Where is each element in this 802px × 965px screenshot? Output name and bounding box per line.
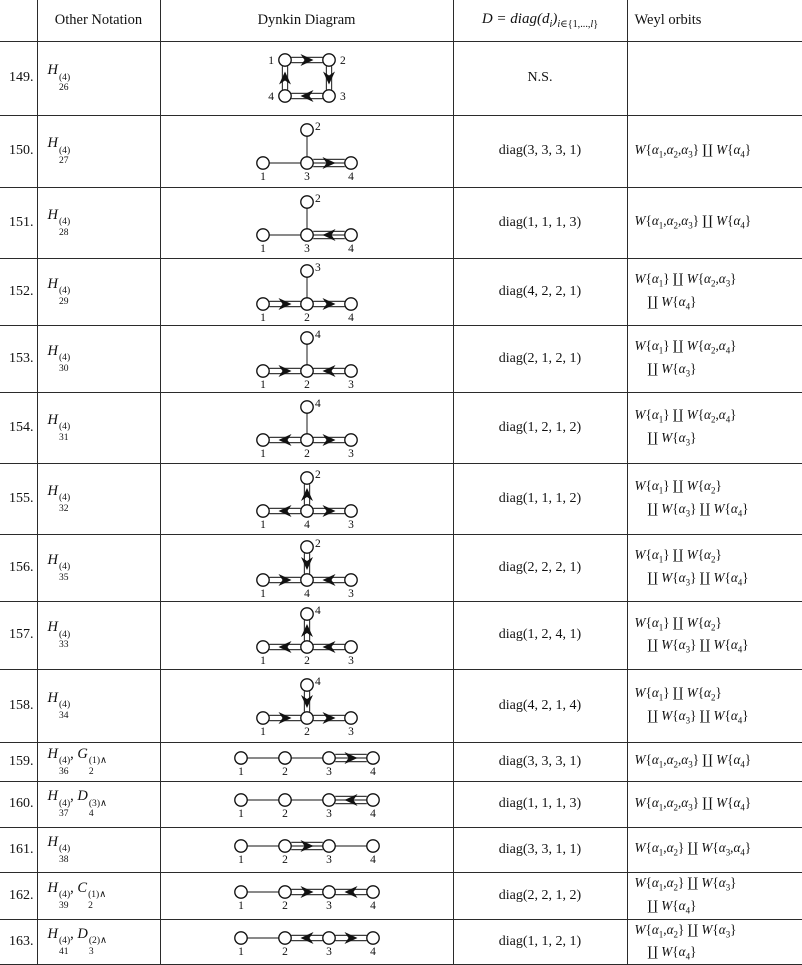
dynkin-diagram-svg bbox=[207, 834, 407, 866]
weyl-orbits: $W\{\alpha_1\}$ ∐ $W\{\alpha_2\}$ ∐ $W\{\alpha_3\}$ ∐ $W\{\alpha_4\}$ bbox=[627, 463, 802, 534]
d-matrix: diag(4, 2, 1, 4) bbox=[453, 669, 627, 742]
diagram-node bbox=[300, 228, 312, 240]
diagram-arrow bbox=[322, 365, 335, 377]
dynkin-diagram-svg bbox=[207, 326, 407, 392]
d-matrix: N.S. bbox=[453, 41, 627, 115]
diagram-node bbox=[344, 504, 356, 516]
diagram-node bbox=[300, 540, 312, 552]
dynkin-diagram bbox=[160, 187, 453, 258]
diagram-node bbox=[256, 297, 268, 309]
diagram-node-label: 4 bbox=[314, 605, 321, 617]
d-matrix: diag(3, 3, 1, 1) bbox=[453, 827, 627, 872]
diagram-node bbox=[300, 608, 312, 620]
diagram-arrow bbox=[344, 886, 357, 898]
d-matrix: diag(1, 1, 2, 1) bbox=[453, 919, 627, 964]
diagram-node-label: 3 bbox=[339, 91, 346, 103]
diagram-node-label: 3 bbox=[314, 261, 321, 274]
diagram-node-label: 3 bbox=[347, 587, 354, 600]
row-number: 158. bbox=[0, 669, 37, 742]
table-row bbox=[0, 258, 802, 325]
diagram-node-label: 3 bbox=[325, 765, 332, 778]
diagram-arrow bbox=[278, 712, 291, 724]
diagram-arrow bbox=[301, 695, 313, 708]
other-notation: H (4) 38 bbox=[37, 827, 160, 872]
dynkin-diagram bbox=[160, 115, 453, 187]
diagram-node-label: 3 bbox=[325, 808, 332, 820]
diagram-node bbox=[256, 364, 268, 376]
diagram-node bbox=[234, 839, 246, 851]
diagram-node-label: 2 bbox=[303, 311, 310, 324]
diagram-node bbox=[300, 195, 312, 207]
diagram-node-label: 4 bbox=[347, 311, 354, 324]
other-notation: H (4) 29 bbox=[37, 258, 160, 325]
diagram-node bbox=[300, 297, 312, 309]
dynkin-diagram bbox=[160, 41, 453, 115]
other-notation: H (4) 41 , D (2)∧ 3 bbox=[37, 919, 160, 964]
dynkin-diagram-svg bbox=[207, 602, 407, 668]
diagram-node-label: 2 bbox=[303, 725, 310, 738]
diagram-node bbox=[344, 228, 356, 240]
other-notation: H (4) 36 , G (1)∧ 2 bbox=[37, 742, 160, 781]
diagram-arrow bbox=[322, 505, 335, 517]
diagram-node-label: 4 bbox=[303, 518, 310, 531]
dynkin-diagram-svg bbox=[207, 880, 407, 912]
table-row bbox=[0, 325, 802, 392]
row-number: 163. bbox=[0, 919, 37, 964]
diagram-node-label: 1 bbox=[259, 378, 266, 391]
diagram-node-label: 4 bbox=[347, 171, 354, 183]
diagram-node bbox=[322, 839, 334, 851]
diagram-node-label: 2 bbox=[314, 537, 321, 550]
diagram-node-label: 1 bbox=[259, 518, 266, 531]
dynkin-diagram bbox=[160, 781, 453, 827]
row-number: 149. bbox=[0, 41, 37, 115]
d-matrix: diag(3, 3, 3, 1) bbox=[453, 115, 627, 187]
diagram-arrow bbox=[278, 574, 291, 586]
row-number: 156. bbox=[0, 534, 37, 601]
row-number: 152. bbox=[0, 258, 37, 325]
dynkin-diagram bbox=[160, 258, 453, 325]
weyl-orbits: $W\{\alpha_1,\alpha_2,\alpha_3\}$ ∐ $W\{\alpha_4\}$ bbox=[627, 742, 802, 781]
dynkin-diagram-svg bbox=[207, 259, 407, 325]
diagram-node-label: 2 bbox=[303, 378, 310, 391]
diagram-node bbox=[256, 641, 268, 653]
diagram-node-label: 3 bbox=[325, 899, 332, 912]
header-weyl-orbits: Weyl orbits bbox=[627, 0, 802, 41]
diagram-node-label: 4 bbox=[314, 397, 321, 410]
diagram-node-label: 1 bbox=[237, 808, 244, 820]
dynkin-diagram-svg bbox=[207, 118, 407, 184]
diagram-node-label: 3 bbox=[303, 171, 310, 183]
diagram-arrow bbox=[301, 624, 313, 637]
other-notation: H (4) 27 bbox=[37, 115, 160, 187]
other-notation: H (4) 39 , C (1)∧ 2 bbox=[37, 872, 160, 919]
diagram-node-label: 4 bbox=[369, 765, 376, 778]
diagram-arrow bbox=[322, 298, 335, 310]
diagram-node bbox=[300, 433, 312, 445]
d-matrix: diag(2, 1, 2, 1) bbox=[453, 325, 627, 392]
table-row bbox=[0, 601, 802, 669]
diagram-node bbox=[344, 573, 356, 585]
diagram-node bbox=[256, 573, 268, 585]
diagram-node bbox=[278, 90, 290, 102]
diagram-node-label: 1 bbox=[267, 55, 274, 67]
diagram-node-label: 4 bbox=[369, 945, 376, 958]
other-notation: H (4) 28 bbox=[37, 187, 160, 258]
diagram-node-label: 4 bbox=[314, 675, 321, 688]
dynkin-diagram-svg bbox=[207, 926, 407, 958]
d-matrix: diag(4, 2, 2, 1) bbox=[453, 258, 627, 325]
diagram-arrow bbox=[322, 574, 335, 586]
table-row bbox=[0, 463, 802, 534]
diagram-arrow bbox=[300, 54, 313, 66]
diagram-node-label: 1 bbox=[259, 242, 266, 255]
diagram-node bbox=[300, 157, 312, 169]
dynkin-diagram-svg bbox=[207, 395, 407, 461]
dynkin-diagram bbox=[160, 601, 453, 669]
diagram-arrow bbox=[323, 72, 335, 85]
header-d-matrix: $D = diag(d_i)_{i\in\{1,...,l\}}$ bbox=[453, 0, 627, 41]
diagram-node bbox=[278, 751, 290, 763]
header-row bbox=[0, 0, 802, 41]
diagram-node bbox=[278, 54, 290, 66]
diagram-node bbox=[322, 90, 334, 102]
diagram-node-label: 2 bbox=[281, 853, 288, 866]
d-matrix: diag(3, 3, 3, 1) bbox=[453, 742, 627, 781]
dynkin-diagram bbox=[160, 827, 453, 872]
diagram-arrow bbox=[322, 641, 335, 653]
weyl-orbits: $W\{\alpha_1\}$ ∐ $W\{\alpha_2,\alpha_4\}$ ∐ $W\{\alpha_3\}$ bbox=[627, 392, 802, 463]
diagram-node-label: 4 bbox=[369, 853, 376, 866]
diagram-arrow bbox=[322, 712, 335, 724]
table-row bbox=[0, 41, 802, 115]
diagram-node-label: 1 bbox=[259, 447, 266, 460]
dynkin-diagram bbox=[160, 742, 453, 781]
weyl-orbits: $W\{\alpha_1,\alpha_2\}$ ∐ $W\{\alpha_3\}$ ∐ $W\{\alpha_4\}$ bbox=[627, 919, 802, 964]
table-row bbox=[0, 669, 802, 742]
diagram-arrow bbox=[278, 298, 291, 310]
diagram-node-label: 4 bbox=[369, 808, 376, 820]
other-notation: H (4) 31 bbox=[37, 392, 160, 463]
diagram-node bbox=[300, 471, 312, 483]
weyl-orbits: $W\{\alpha_1,\alpha_2\}$ ∐ $W\{\alpha_3\}$ ∐ $W\{\alpha_4\}$ bbox=[627, 872, 802, 919]
diagram-node-label: 2 bbox=[314, 192, 321, 205]
diagram-node-label: 2 bbox=[281, 899, 288, 912]
table-row bbox=[0, 115, 802, 187]
d-matrix: diag(2, 2, 2, 1) bbox=[453, 534, 627, 601]
table-row bbox=[0, 392, 802, 463]
weyl-orbits: $W\{\alpha_1,\alpha_2,\alpha_3\}$ ∐ $W\{\alpha_4\}$ bbox=[627, 781, 802, 827]
diagram-node bbox=[366, 751, 378, 763]
weyl-orbits bbox=[627, 41, 802, 115]
weyl-orbits: $W\{\alpha_1,\alpha_2,\alpha_3\}$ ∐ $W\{\alpha_4\}$ bbox=[627, 187, 802, 258]
table-row bbox=[0, 742, 802, 781]
d-matrix: diag(1, 1, 1, 3) bbox=[453, 781, 627, 827]
diagram-node bbox=[344, 297, 356, 309]
row-number: 150. bbox=[0, 115, 37, 187]
dynkin-diagram bbox=[160, 919, 453, 964]
diagram-node-label: 2 bbox=[281, 765, 288, 778]
diagram-node-label: 2 bbox=[281, 945, 288, 958]
diagram-node-label: 4 bbox=[303, 587, 310, 600]
row-number: 157. bbox=[0, 601, 37, 669]
row-number: 153. bbox=[0, 325, 37, 392]
d-matrix: diag(1, 2, 1, 2) bbox=[453, 392, 627, 463]
diagram-arrow bbox=[301, 557, 313, 570]
row-number: 159. bbox=[0, 742, 37, 781]
diagram-node bbox=[234, 931, 246, 943]
diagram-node bbox=[256, 504, 268, 516]
diagram-node bbox=[300, 678, 312, 690]
table-row bbox=[0, 187, 802, 258]
dynkin-diagram-svg bbox=[207, 746, 407, 778]
diagram-node bbox=[366, 885, 378, 897]
row-number: 162. bbox=[0, 872, 37, 919]
dynkin-diagram-svg bbox=[207, 190, 407, 256]
dynkin-diagram bbox=[160, 392, 453, 463]
diagram-node-label: 1 bbox=[259, 311, 266, 324]
dynkin-diagram-svg bbox=[207, 788, 407, 820]
weyl-orbits: $W\{\alpha_1\}$ ∐ $W\{\alpha_2\}$ ∐ $W\{\alpha_3\}$ ∐ $W\{\alpha_4\}$ bbox=[627, 669, 802, 742]
diagram-arrow bbox=[278, 365, 291, 377]
diagram-node bbox=[366, 839, 378, 851]
diagram-node bbox=[344, 711, 356, 723]
diagram-node bbox=[234, 794, 246, 806]
diagram-node-label: 1 bbox=[259, 655, 266, 667]
diagram-node-label: 2 bbox=[281, 808, 288, 820]
diagram-node-label: 1 bbox=[259, 725, 266, 738]
diagram-node-label: 1 bbox=[259, 587, 266, 600]
diagram-node bbox=[300, 124, 312, 136]
other-notation: H (4) 32 bbox=[37, 463, 160, 534]
diagram-node bbox=[300, 264, 312, 276]
diagram-node bbox=[366, 794, 378, 806]
dynkin-diagram-svg bbox=[207, 673, 407, 739]
other-notation: H (4) 35 bbox=[37, 534, 160, 601]
diagram-node-label: 2 bbox=[314, 121, 321, 133]
other-notation: H (4) 34 bbox=[37, 669, 160, 742]
diagram-node-label: 3 bbox=[347, 725, 354, 738]
row-number: 154. bbox=[0, 392, 37, 463]
diagram-node-label: 3 bbox=[325, 945, 332, 958]
diagram-node bbox=[256, 157, 268, 169]
header-empty bbox=[0, 0, 37, 41]
diagram-arrow bbox=[278, 505, 291, 517]
diagram-node bbox=[234, 885, 246, 897]
weyl-orbits: $W\{\alpha_1\}$ ∐ $W\{\alpha_2,\alpha_4\}$ ∐ $W\{\alpha_3\}$ bbox=[627, 325, 802, 392]
dynkin-diagram-svg bbox=[207, 49, 407, 107]
diagram-node-label: 3 bbox=[347, 378, 354, 391]
diagram-node bbox=[234, 751, 246, 763]
diagram-arrow bbox=[322, 434, 335, 446]
other-notation: H (4) 30 bbox=[37, 325, 160, 392]
table-row bbox=[0, 827, 802, 872]
dynkin-diagram bbox=[160, 669, 453, 742]
diagram-node bbox=[300, 711, 312, 723]
row-number: 160. bbox=[0, 781, 37, 827]
diagram-node bbox=[300, 504, 312, 516]
weyl-orbits: $W\{\alpha_1,\alpha_2,\alpha_3\}$ ∐ $W\{\alpha_4\}$ bbox=[627, 115, 802, 187]
dynkin-diagram-svg bbox=[207, 466, 407, 532]
diagram-node bbox=[322, 54, 334, 66]
diagram-node bbox=[322, 794, 334, 806]
diagram-node bbox=[278, 885, 290, 897]
diagram-node bbox=[278, 839, 290, 851]
weyl-orbits: $W\{\alpha_1\}$ ∐ $W\{\alpha_2,\alpha_3\}$ ∐ $W\{\alpha_4\}$ bbox=[627, 258, 802, 325]
diagram-node bbox=[322, 751, 334, 763]
diagram-node bbox=[300, 641, 312, 653]
weyl-orbits: $W\{\alpha_1\}$ ∐ $W\{\alpha_2\}$ ∐ $W\{\alpha_3\}$ ∐ $W\{\alpha_4\}$ bbox=[627, 601, 802, 669]
diagram-node bbox=[300, 364, 312, 376]
diagram-arrow bbox=[279, 72, 291, 85]
header-other-notation: Other Notation bbox=[37, 0, 160, 41]
diagram-arrow bbox=[300, 932, 313, 944]
diagram-node-label: 2 bbox=[339, 55, 346, 67]
dynkin-diagram-svg bbox=[207, 535, 407, 601]
table-row bbox=[0, 781, 802, 827]
diagram-node bbox=[256, 711, 268, 723]
diagram-node bbox=[278, 931, 290, 943]
diagram-node-label: 1 bbox=[259, 171, 266, 183]
d-matrix: diag(1, 1, 1, 3) bbox=[453, 187, 627, 258]
diagram-node bbox=[344, 364, 356, 376]
diagram-node-label: 1 bbox=[237, 853, 244, 866]
row-number: 161. bbox=[0, 827, 37, 872]
d-matrix: diag(2, 2, 1, 2) bbox=[453, 872, 627, 919]
diagram-node bbox=[256, 433, 268, 445]
diagram-arrow bbox=[300, 886, 313, 898]
diagram-node bbox=[300, 400, 312, 412]
diagram-arrow bbox=[278, 434, 291, 446]
dynkin-diagram bbox=[160, 872, 453, 919]
diagram-node-label: 4 bbox=[369, 899, 376, 912]
diagram-node-label: 1 bbox=[237, 765, 244, 778]
diagram-arrow bbox=[344, 932, 357, 944]
diagram-node-label: 4 bbox=[267, 91, 274, 103]
diagram-node-label: 3 bbox=[347, 655, 354, 667]
other-notation: H (4) 33 bbox=[37, 601, 160, 669]
diagram-node-label: 3 bbox=[303, 242, 310, 255]
diagram-node bbox=[344, 433, 356, 445]
diagram-node bbox=[322, 931, 334, 943]
dynkin-diagram bbox=[160, 534, 453, 601]
dynkin-diagram bbox=[160, 463, 453, 534]
other-notation: H (4) 37 , D (3)∧ 4 bbox=[37, 781, 160, 827]
table-row bbox=[0, 872, 802, 919]
d-matrix: diag(1, 2, 4, 1) bbox=[453, 601, 627, 669]
weyl-orbits: $W\{\alpha_1\}$ ∐ $W\{\alpha_2\}$ ∐ $W\{\alpha_3\}$ ∐ $W\{\alpha_4\}$ bbox=[627, 534, 802, 601]
diagram-arrow bbox=[300, 90, 313, 102]
diagram-node bbox=[366, 931, 378, 943]
row-number: 155. bbox=[0, 463, 37, 534]
diagram-node bbox=[300, 573, 312, 585]
dynkin-diagram bbox=[160, 325, 453, 392]
diagram-node bbox=[278, 794, 290, 806]
header-dynkin-diagram: Dynkin Diagram bbox=[160, 0, 453, 41]
diagram-node bbox=[300, 331, 312, 343]
diagram-node-label: 3 bbox=[347, 447, 354, 460]
d-matrix: diag(1, 1, 1, 2) bbox=[453, 463, 627, 534]
diagram-arrow bbox=[278, 641, 291, 653]
diagram-node-label: 3 bbox=[325, 853, 332, 866]
diagram-node-label: 1 bbox=[237, 945, 244, 958]
diagram-node bbox=[256, 228, 268, 240]
diagram-arrow bbox=[301, 488, 313, 501]
row-number: 151. bbox=[0, 187, 37, 258]
diagram-node bbox=[344, 641, 356, 653]
diagram-node-label: 2 bbox=[314, 468, 321, 481]
diagram-node-label: 2 bbox=[303, 447, 310, 460]
other-notation: H (4) 26 bbox=[37, 41, 160, 115]
diagram-node-label: 2 bbox=[303, 655, 310, 667]
diagram-node-label: 4 bbox=[314, 328, 321, 341]
table-row bbox=[0, 534, 802, 601]
diagram-node-label: 1 bbox=[237, 899, 244, 912]
diagram-node bbox=[344, 157, 356, 169]
diagram-node-label: 3 bbox=[347, 518, 354, 531]
diagram-node-label: 4 bbox=[347, 242, 354, 255]
table-row bbox=[0, 919, 802, 964]
diagram-node bbox=[322, 885, 334, 897]
weyl-orbits: $W\{\alpha_1,\alpha_2\}$ ∐ $W\{\alpha_3,\alpha_4\}$ bbox=[627, 827, 802, 872]
